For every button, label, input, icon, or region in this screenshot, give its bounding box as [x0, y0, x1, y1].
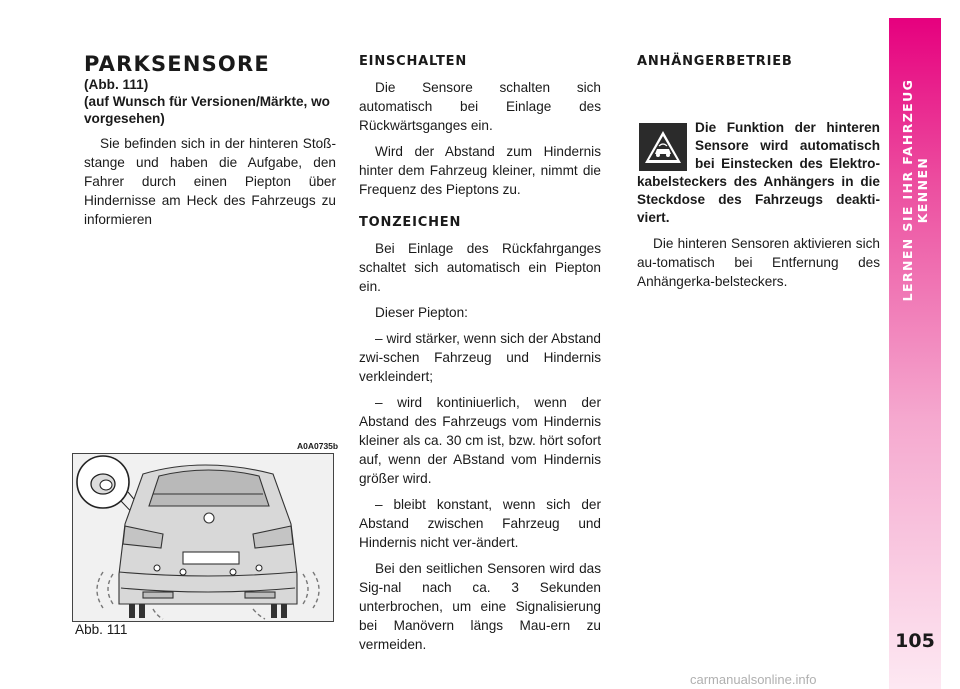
figure-code: A0A0735b	[297, 441, 339, 451]
section-subtitle	[84, 76, 336, 127]
heading-anhaengerbetrieb: ANHÄNGERBETRIEB	[637, 54, 793, 69]
left-column	[84, 52, 336, 236]
chapter-sidebar	[889, 18, 941, 689]
warning-box	[637, 119, 880, 227]
middle-column	[359, 52, 601, 661]
chapter-title: LERNEN SIE IHR FAHRZEUG KENNEN	[900, 78, 930, 302]
intro-paragraph: Sie befinden sich in der hinteren Stoß-stange und haben die Aufgabe, den Fahrer durch einen Piepton über Hindernisse am Heck des Fahrzeugs zu informieren	[84, 136, 336, 227]
paren-close: )	[143, 77, 149, 92]
paragraph: Wird der Abstand zum Hindernis hinter dem Fahrzeug kleiner, nimmt die Frequenz des Pieptons zu.	[359, 144, 601, 197]
car-rear-parking-sensor-illustration	[72, 453, 334, 622]
list-item: – wird kontiniuerlich, wenn der Abstand des Fahrzeugs vom Hindernis kleiner als ca. 30 cm ist, bzw. hört sofort auf, wenn der ABstand vom Hindernis größer wird.	[359, 395, 601, 486]
right-column	[637, 52, 880, 298]
list-item: – bleibt konstant, wenn sich der Abstand zwischen Fahrzeug und Hindernis nicht ver-ändert.	[359, 497, 601, 550]
section-title: PARKSENSORE	[84, 52, 270, 76]
figure-reference[interactable]: Abb. 111	[88, 77, 144, 92]
watermark: carmanualsonline.info	[690, 672, 817, 687]
car-rear-view	[119, 465, 297, 604]
figure-caption: Abb. 111	[75, 622, 128, 637]
paragraph: Bei Einlage des Rückfahrganges schaltet sich automatisch ein Piepton ein.	[359, 241, 601, 294]
paragraph: Dieser Piepton:	[375, 305, 468, 320]
availability-note: (auf Wunsch für Versionen/Märkte, wo vorgesehen)	[84, 94, 330, 126]
paragraph: Bei den seitlichen Sensoren wird das Sig-nal nach ca. 3 Sekunden unterbrochen, um eine Signalisierung bei Manövern längs Mau-ern zu vermeiden.	[359, 561, 601, 652]
heading-einschalten: EINSCHALTEN	[359, 54, 468, 69]
warning-triangle-car-icon	[639, 123, 687, 171]
heading-tonzeichen: TONZEICHEN	[359, 215, 462, 230]
paren-open: (	[84, 77, 89, 92]
paragraph: Die hinteren Sensoren aktivieren sich au-tomatisch bei Entfernung des Anhängerka-belsteckers.	[637, 236, 880, 289]
list-item: – wird stärker, wenn sich der Abstand zwi-schen Fahrzeug und Hindernis verkleindert;	[359, 331, 601, 384]
paragraph: Die Sensore schalten sich automatisch bei Einlage des Rückwärtsganges ein.	[359, 80, 601, 133]
warning-text-lead: Die Funktion der hinteren Sensore wird automatisch bei Einstecken des Elektro-	[695, 120, 880, 171]
page-number: 105	[895, 630, 935, 652]
warning-text-rest: kabelsteckers des Anhängers in die Steckdose des Fahrzeugs deakti-viert.	[637, 174, 880, 225]
